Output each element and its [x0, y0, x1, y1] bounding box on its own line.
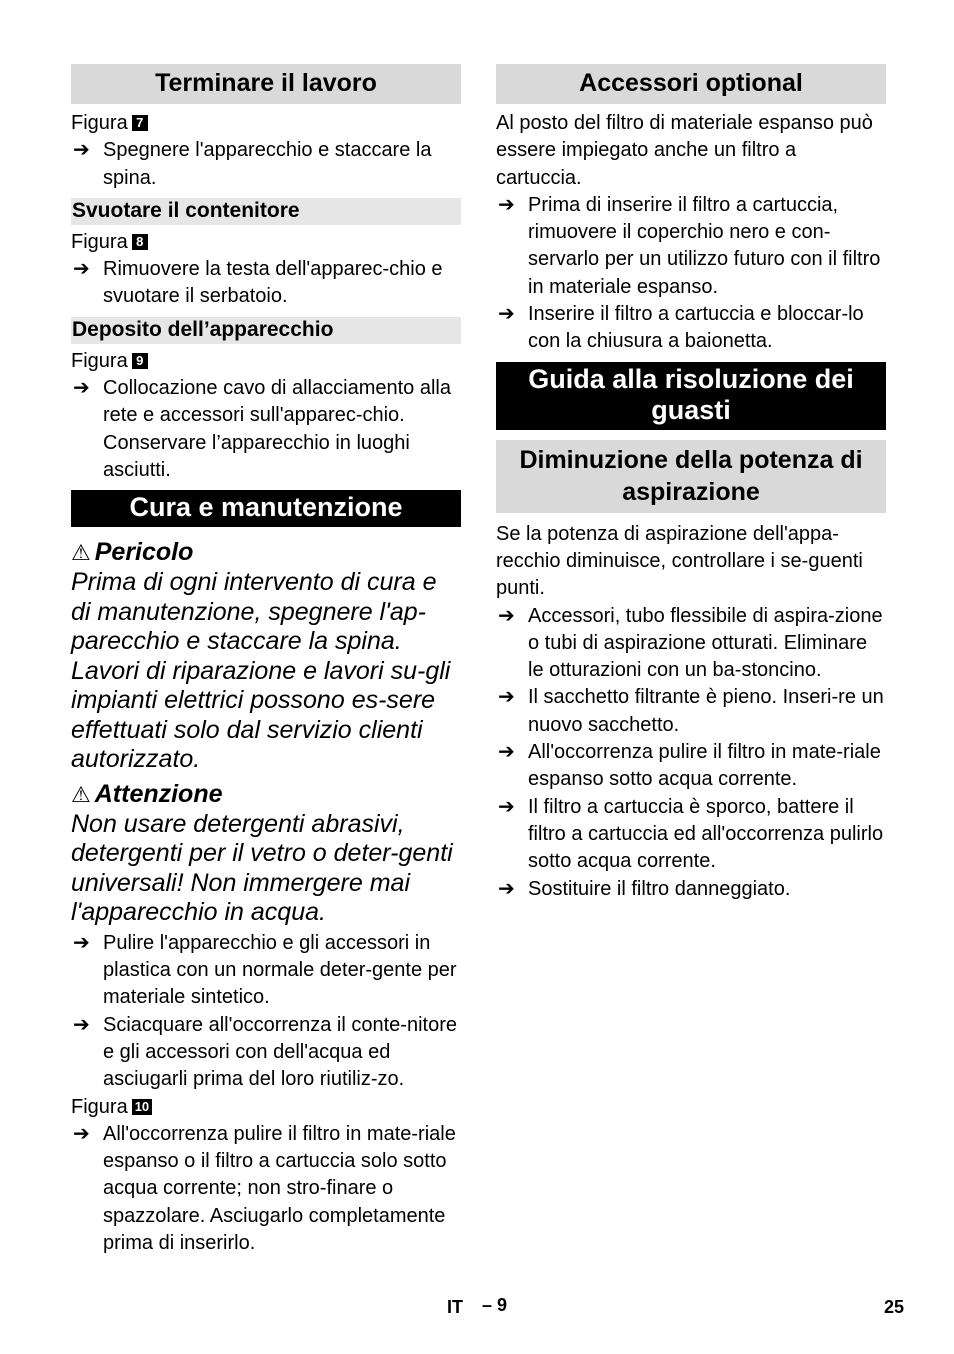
heading-accessori-optional: Accessori optional — [496, 64, 886, 104]
arrow-right-icon: ➔ — [73, 931, 90, 954]
arrow-right-icon: ➔ — [73, 1013, 90, 1036]
figure-number: 9 — [132, 353, 148, 369]
caution-text: Non usare detergenti abrasivi, detergenti per il vetro o deter-genti universali! Non immergere mai l'apparecchio in acqua. — [71, 809, 453, 927]
danger-title: Pericolo — [94, 538, 194, 567]
arrow-right-icon: ➔ — [73, 258, 90, 281]
warning-triangle-icon: ⚠ — [71, 781, 91, 807]
list-item — [71, 137, 461, 192]
heading-deposito-apparecchio: Deposito dell’apparecchio — [71, 317, 461, 344]
list-item — [496, 739, 886, 794]
arrow-right-icon: ➔ — [73, 1122, 90, 1145]
item-text: Accessori, tubo flessibile di aspira-zione o tubi di aspirazione otturati. Eliminare le otturazioni con un ba-stoncino. — [528, 604, 883, 682]
figure-label: Figura — [71, 1095, 128, 1118]
heading-cura-manutenzione: Cura e manutenzione — [71, 490, 461, 527]
list-item — [496, 192, 886, 301]
list-item — [71, 375, 461, 484]
caution-title: Attenzione — [94, 779, 223, 808]
list-item — [71, 1121, 461, 1257]
item-text: All'occorrenza pulire il filtro in mate-riale espanso sotto acqua corrente. — [528, 741, 881, 791]
caution-heading — [71, 779, 461, 810]
item-text: All'occorrenza pulire il filtro in mate-riale espanso o il filtro a cartuccia solo sotto acqua corrente; non stro-finare o spazzolare. Asciugarlo completamente prima di inserirlo. — [103, 1122, 456, 1255]
figure-label: Figura — [71, 112, 128, 134]
item-text: Inserire il filtro a cartuccia e bloccar-lo con la chiusura a baionetta. — [528, 303, 864, 353]
list-item — [496, 301, 886, 356]
heading-guida-risoluzione-guasti: Guida alla risoluzione dei guasti — [496, 362, 886, 430]
figure-label: Figura — [71, 349, 128, 372]
list-item — [496, 684, 886, 739]
warning-triangle-icon: ⚠ — [71, 540, 91, 566]
item-text: Pulire l'apparecchio e gli accessori in plastica con un normale deter-gente per materiale sintetico. — [103, 931, 457, 1009]
heading-svuotare-contenitore: Svuotare il contenitore — [71, 198, 461, 225]
item-text: Collocazione cavo di allacciamento alla rete e accessori sull'apparec-chio. Conservare l’apparecchio in luoghi asciutti. — [103, 377, 451, 481]
figure-number: 8 — [132, 234, 148, 250]
arrow-right-icon: ➔ — [498, 686, 515, 709]
figure-label: Figura — [71, 230, 128, 253]
figure-ref — [71, 229, 461, 256]
heading-terminare-lavoro: Terminare il lavoro — [71, 64, 461, 104]
figure-number: 7 — [132, 115, 148, 131]
figure-ref — [71, 1094, 461, 1121]
right-column — [496, 64, 886, 903]
footer-section-page: – 9 — [482, 1295, 508, 1315]
item-text: Sciacquare all'occorrenza il conte-nitore e gli accessori con dell'acqua ed asciugarli prima del loro riutiliz-zo. — [103, 1013, 457, 1091]
arrow-right-icon: ➔ — [498, 741, 515, 764]
list-item — [71, 930, 461, 1012]
item-text: Il sacchetto filtrante è pieno. Inseri-re un nuovo sacchetto. — [528, 686, 884, 736]
list-item — [71, 1012, 461, 1094]
arrow-right-icon: ➔ — [498, 193, 515, 216]
footer-language: IT — [447, 1297, 463, 1317]
arrow-right-icon: ➔ — [73, 139, 90, 162]
left-column — [71, 64, 461, 1257]
item-text: Prima di inserire il filtro a cartuccia, rimuovere il coperchio nero e con-servarlo per un utilizzo futuro con il filtro in materiale espanso. — [528, 193, 881, 298]
arrow-right-icon: ➔ — [498, 795, 515, 818]
paragraph: Se la potenza di aspirazione dell'appa-recchio diminuisce, controllare i se-guenti punti. — [496, 522, 863, 600]
item-text: Sostituire il filtro danneggiato. — [528, 877, 791, 900]
arrow-right-icon: ➔ — [498, 604, 515, 627]
item-text: Spegnere l'apparecchio e staccare la spina. — [103, 139, 432, 189]
footer-page-number: 25 — [884, 1297, 905, 1317]
heading-diminuzione-potenza: Diminuzione della potenza di aspirazione — [496, 440, 886, 513]
arrow-right-icon: ➔ — [498, 877, 515, 900]
list-item — [496, 876, 886, 903]
danger-heading — [71, 537, 461, 568]
figure-ref — [71, 348, 461, 375]
item-text: Rimuovere la testa dell'apparec-chio e svuotare il serbatoio. — [103, 258, 443, 308]
list-item — [496, 603, 886, 685]
arrow-right-icon: ➔ — [73, 377, 90, 400]
arrow-right-icon: ➔ — [498, 303, 515, 326]
figure-number: 10 — [132, 1099, 152, 1115]
item-text: Il filtro a cartuccia è sporco, battere il filtro a cartuccia ed all'occorrenza pulirlo sotto acqua corrente. — [528, 795, 884, 873]
list-item — [71, 256, 461, 311]
paragraph: Al posto del filtro di materiale espanso può essere impiegato anche un filtro a cartuccia. — [496, 112, 873, 189]
list-item — [496, 794, 886, 876]
figure-ref — [71, 110, 461, 137]
danger-text: Prima di ogni intervento di cura e di manutenzione, spegnere l'ap-parecchio e staccare la spina. Lavori di riparazione e lavori su-gli impianti elettrici possono es-sere effettuati solo dal servizio clienti autorizzato. — [71, 568, 451, 774]
